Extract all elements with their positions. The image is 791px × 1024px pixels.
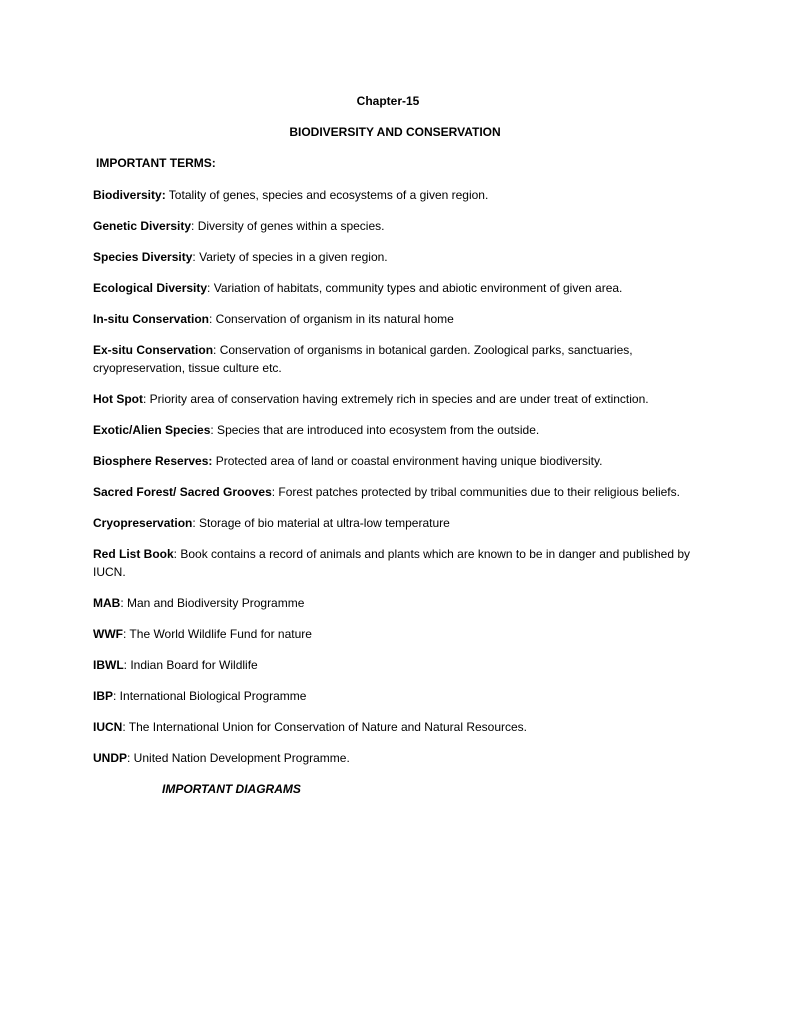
term-definition: : Forest patches protected by tribal communities due to their religious beliefs. [271, 485, 680, 499]
term-name: IUCN [93, 720, 123, 734]
term-ibwl [93, 656, 693, 674]
term-definition: Totality of genes, species and ecosystems of a given region. [165, 188, 489, 202]
term-ecological-diversity [93, 279, 693, 297]
term-hot-spot [93, 390, 693, 408]
term-definition: Protected area of land or coastal environment having unique biodiversity. [212, 454, 603, 468]
chapter-label: Chapter-15 [356, 94, 420, 108]
term-red-list-book [93, 545, 693, 581]
page-title: BIODIVERSITY AND CONSERVATION [289, 125, 501, 139]
term-biodiversity [93, 186, 693, 204]
term-name: Biodiversity: [93, 188, 166, 202]
term-biosphere-reserves [93, 452, 693, 470]
term-exotic-alien-species [93, 421, 693, 439]
term-sacred-forest [93, 483, 693, 501]
term-iucn [93, 718, 693, 736]
term-name: Red List Book [93, 547, 174, 561]
term-name: Cryopreservation [93, 516, 193, 530]
term-name: In-situ Conservation [93, 312, 210, 326]
term-definition: : Species that are introduced into ecosystem from the outside. [210, 423, 540, 437]
term-species-diversity [93, 248, 693, 266]
term-name: Hot Spot [93, 392, 143, 406]
term-wwf [93, 625, 693, 643]
term-name: Sacred Forest/ Sacred Grooves [93, 485, 272, 499]
term-ibp [93, 687, 693, 705]
term-definition: : Priority area of conservation having extremely rich in species and are under treat of extinction. [143, 392, 649, 406]
term-name: Genetic Diversity [93, 219, 192, 233]
term-name: Ecological Diversity [93, 281, 208, 295]
terms-list [93, 186, 693, 780]
term-name: IBP [93, 689, 114, 703]
term-ex-situ-conservation [93, 341, 693, 377]
term-mab [93, 594, 693, 612]
term-definition: : Variety of species in a given region. [192, 250, 388, 264]
term-definition: : The World Wildlife Fund for nature [122, 627, 312, 641]
term-name: IBWL [93, 658, 124, 672]
term-definition: : Diversity of genes within a species. [191, 219, 385, 233]
term-undp [93, 749, 693, 767]
term-definition: : Conservation of organism in its natural home [209, 312, 454, 326]
term-definition: : The International Union for Conservation of Nature and Natural Resources. [122, 720, 528, 734]
term-definition: : United Nation Development Programme. [127, 751, 350, 765]
term-definition: : Man and Biodiversity Programme [120, 596, 305, 610]
term-definition: : Book contains a record of animals and plants which are known to be in danger and published by IUCN. [93, 547, 690, 579]
term-cryopreservation [93, 514, 693, 532]
term-name: Biosphere Reserves: [93, 454, 213, 468]
term-name: MAB [93, 596, 121, 610]
term-in-situ-conservation [93, 310, 693, 328]
term-definition: : International Biological Programme [113, 689, 307, 703]
important-terms-heading: IMPORTANT TERMS: [96, 156, 216, 170]
term-definition: : Variation of habitats, community types and abiotic environment of given area. [207, 281, 623, 295]
term-name: UNDP [93, 751, 128, 765]
term-definition: : Conservation of organisms in botanical garden. Zoological parks, sanctuaries, cryopreservation, tissue culture etc. [93, 343, 633, 375]
term-definition: : Storage of bio material at ultra-low temperature [192, 516, 450, 530]
term-name: Ex-situ Conservation [93, 343, 214, 357]
term-genetic-diversity [93, 217, 693, 235]
term-name: Exotic/Alien Species [93, 423, 211, 437]
term-name: Species Diversity [93, 250, 193, 264]
term-name: WWF [93, 627, 123, 641]
important-diagrams-heading: IMPORTANT DIAGRAMS [162, 782, 301, 796]
term-definition: : Indian Board for Wildlife [123, 658, 258, 672]
